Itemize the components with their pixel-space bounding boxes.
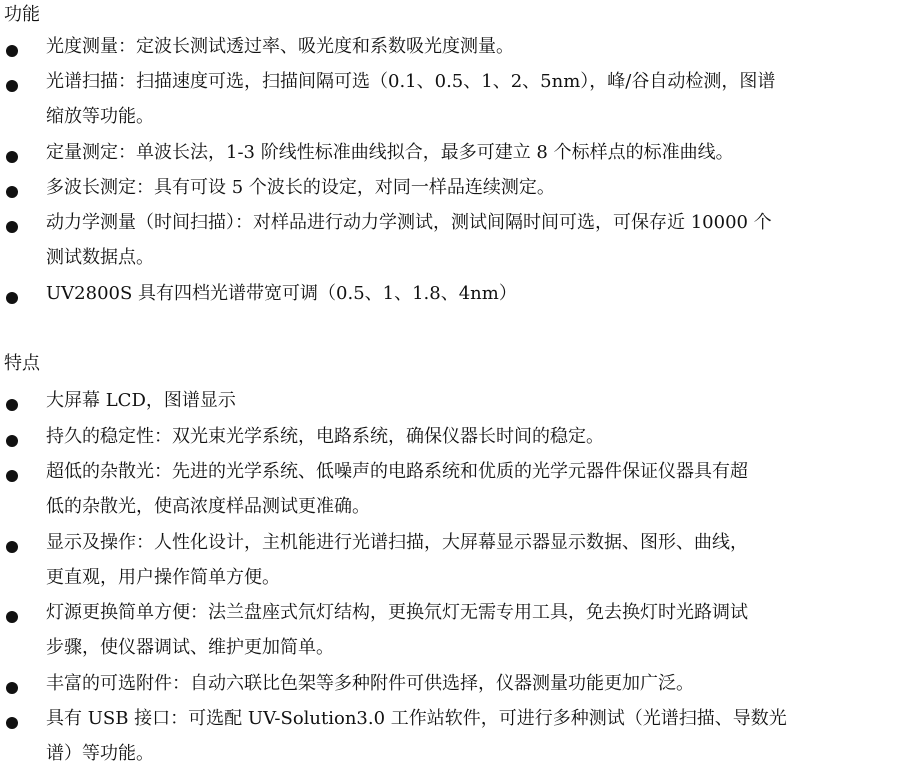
list-item-text: 谱）等功能。 <box>46 743 154 764</box>
section-heading-features: 特点 <box>4 353 40 374</box>
list-item-text: 超低的杂散光：先进的光学系统、低噪声的电路系统和优质的光学元器件保证仪器具有超 <box>46 461 748 482</box>
bullet-icon <box>6 186 18 198</box>
list-item-text: 光度测量：定波长测试透过率、吸光度和系数吸光度测量。 <box>46 36 514 57</box>
bullet-icon <box>6 80 18 92</box>
list-item-text: 低的杂散光，使高浓度样品测试更准确。 <box>46 496 370 517</box>
section-heading-functions: 功能 <box>4 4 40 25</box>
bullet-icon <box>6 611 18 623</box>
list-item-text: 定量测定：单波长法，1-3 阶线性标准曲线拟合，最多可建立 8 个标样点的标准曲线。 <box>46 142 734 163</box>
bullet-icon <box>6 541 18 553</box>
list-item-text: 动力学测量（时间扫描）：对样品进行动力学测试，测试间隔时间可选，可保存近 10000 个 <box>46 212 772 233</box>
list-item-text: 持久的稳定性：双光束光学系统，电路系统，确保仪器长时间的稳定。 <box>46 426 604 447</box>
list-item-text: 缩放等功能。 <box>46 106 154 127</box>
list-item-text: 灯源更换简单方便：法兰盘座式氘灯结构，更换氘灯无需专用工具，免去换灯时光路调试 <box>46 602 748 623</box>
bullet-icon <box>6 45 18 57</box>
list-item-text: 大屏幕 LCD，图谱显示 <box>46 390 236 411</box>
list-item-text: UV2800S 具有四档光谱带宽可调（0.5、1、1.8、4nm） <box>46 283 517 304</box>
bullet-icon <box>6 717 18 729</box>
bullet-icon <box>6 221 18 233</box>
list-item-text: 步骤，使仪器调试、维护更加简单。 <box>46 637 334 658</box>
bullet-icon <box>6 470 18 482</box>
list-item-text: 更直观，用户操作简单方便。 <box>46 567 280 588</box>
bullet-icon <box>6 151 18 163</box>
list-item-text: 测试数据点。 <box>46 247 154 268</box>
list-item-text: 多波长测定：具有可设 5 个波长的设定，对同一样品连续测定。 <box>46 177 555 198</box>
list-item-text: 具有 USB 接口：可选配 UV-Solution3.0 工作站软件，可进行多种测试（光谱扫描、导数光 <box>46 708 787 729</box>
bullet-icon <box>6 399 18 411</box>
bullet-icon <box>6 435 18 447</box>
list-item-text: 显示及操作：人性化设计，主机能进行光谱扫描，大屏幕显示器显示数据、图形、曲线， <box>46 532 748 553</box>
bullet-icon <box>6 682 18 694</box>
list-item-text: 光谱扫描：扫描速度可选，扫描间隔可选（0.1、0.5、1、2、5nm），峰/谷自动检测，图谱 <box>46 71 776 92</box>
list-item-text: 丰富的可选附件：自动六联比色架等多种附件可供选择，仪器测量功能更加广泛。 <box>46 673 694 694</box>
bullet-icon <box>6 292 18 304</box>
